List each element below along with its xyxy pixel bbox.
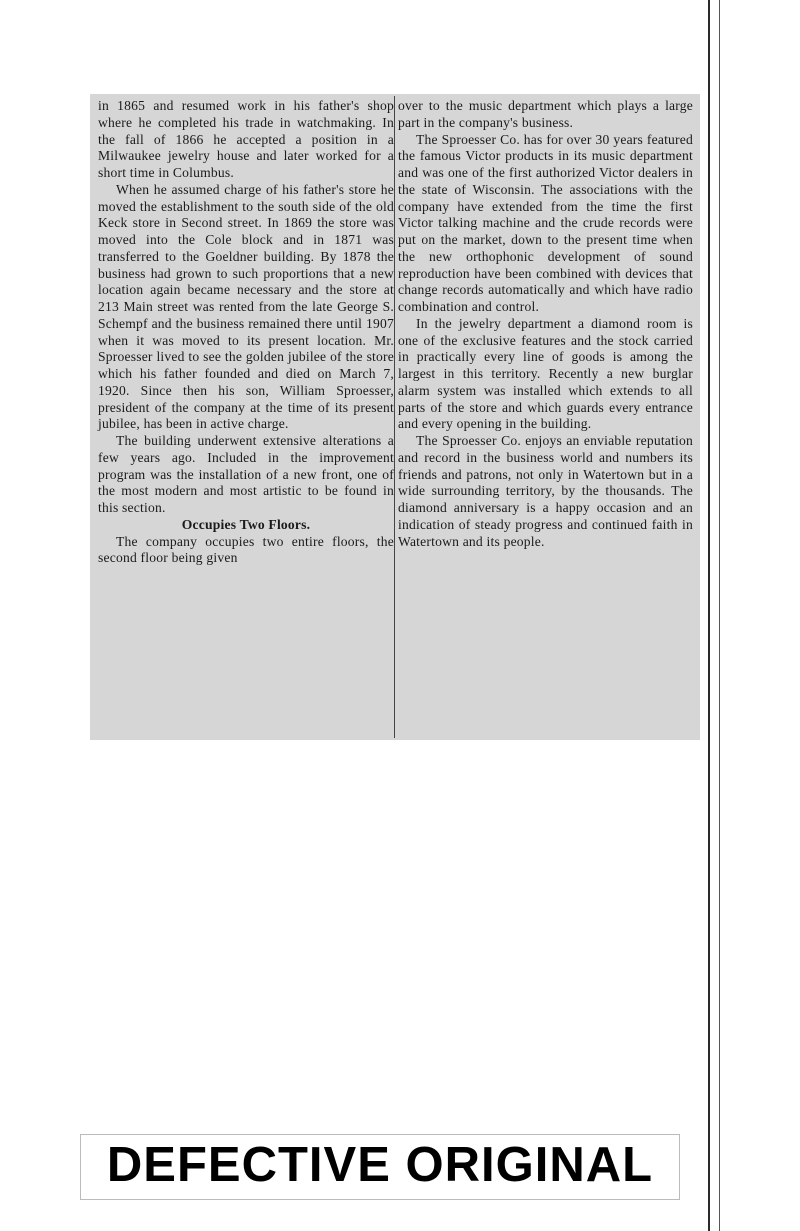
right-paragraph-2: The Sproesser Co. has for over 30 years featured the famous Victor products in its music department and was one of the first authorized Victor dealers in the state of Wisconsin. The associations with the company have extended from the time the first Victor talking machine and the crude records were put on the market, down to the present time when the new orthophonic development of sound reproduction have been combined with devices that change records automatically and which have radio combination and control.: [398, 131, 693, 314]
page-edge-line: [708, 0, 710, 1231]
stamp-label: DEFECTIVE ORIGINAL: [106, 1138, 654, 1192]
left-paragraph-1: in 1865 and resumed work in his father's shop where he completed his trade in watchmaking. In the fall of 1866 he accepted a position in a Milwaukee jewelry house and later worked for a short time in Columbus.: [98, 98, 394, 180]
left-paragraph-3: The building underwent extensive alterations a few years ago. Included in the improvement program was the installation of a new front, one of the most modern and most artistic to be found in this section.: [98, 433, 394, 515]
left-paragraph-2: When he assumed charge of his father's store he moved the establishment to the south side of the old Keck store in Second street. In 1869 the store was moved into the Cole block and in 1871 was transferred to the Goeldner building. By 1878 the business had grown to such proportions that a new location again became necessary and the store at 213 Main street was rented from the late George S. Schempf and the business remained there until 1907 when it was moved to its present location. Mr. Sproesser lived to see the golden jubilee of the store which his father founded and died on March 7, 1920. Since then his son, William Sproesser, president of the company at the time of its present jubilee, has been in active charge.: [98, 181, 394, 432]
section-heading: Occupies Two Floors.: [181, 516, 311, 532]
defective-original-stamp: [80, 1134, 680, 1200]
page-edge-line-inner: [719, 0, 720, 1231]
right-paragraph-4: The Sproesser Co. enjoys an enviable reputation and record in the business world and numbers its friends and patrons, not only in Watertown but in a wide surrounding territory, by the thousands. The diamond anniversary is a happy occasion and an indication of steady progress and continued faith in Watertown and its people.: [398, 433, 693, 549]
article-right-column: [398, 98, 693, 550]
article-left-column: [98, 98, 394, 567]
newspaper-clipping: [90, 94, 700, 740]
left-paragraph-4: The company occupies two entire floors, the second floor being given: [98, 533, 394, 566]
column-divider: [394, 96, 395, 738]
right-paragraph-1: over to the music department which plays a large part in the company's business.: [398, 98, 693, 130]
right-paragraph-3: In the jewelry department a diamond room is one of the exclusive features and the stock carried in practically every line of goods is among the largest in this territory. Recently a new burglar alarm system was installed which extends to all parts of the store and which guards every entrance and every opening in the building.: [398, 315, 693, 432]
